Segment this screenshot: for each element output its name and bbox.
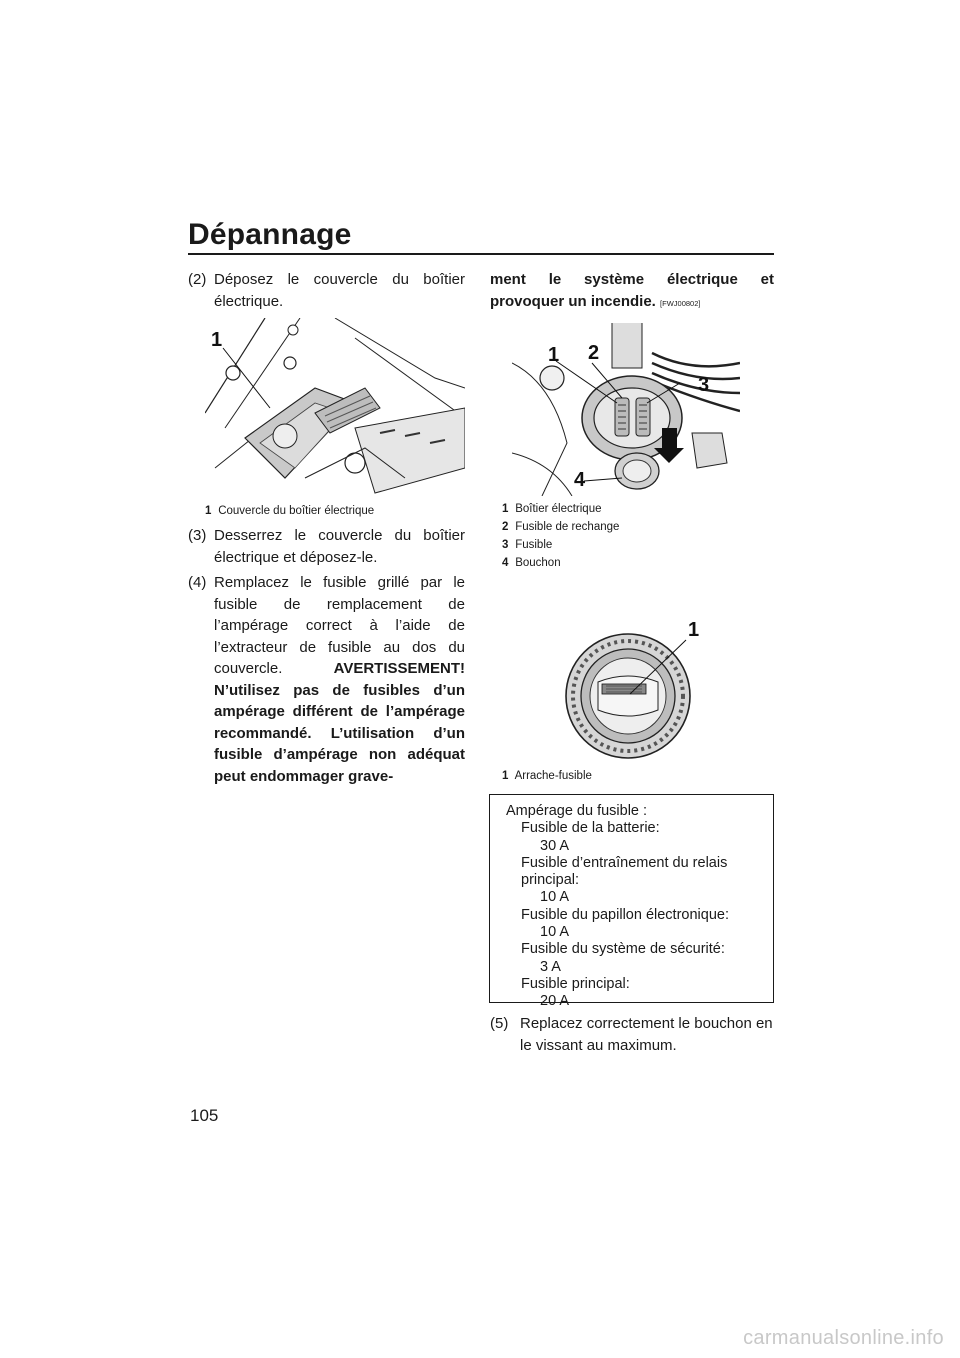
figure-1-caption bbox=[205, 502, 465, 520]
fuse-box-illustration bbox=[512, 323, 740, 496]
step-4 bbox=[188, 572, 465, 787]
figure-fuse-puller-photo bbox=[560, 612, 720, 762]
spec-label: Fusible principal: bbox=[521, 975, 630, 992]
spec-value: 20 A bbox=[540, 993, 570, 1010]
spec-label: Fusible d’entraînement du relais principal: bbox=[521, 854, 728, 889]
caption-text: Arrache-fusible bbox=[514, 770, 592, 782]
spec-value: 10 A bbox=[540, 924, 570, 941]
figure-3-callout: 1 bbox=[688, 619, 700, 641]
figure-2-callout-2: 2 bbox=[588, 342, 600, 364]
warning-text-part-2: ment le système électrique et provoquer un incendie. bbox=[490, 271, 774, 310]
step-2 bbox=[188, 269, 465, 312]
figure-fuse-box-photo bbox=[512, 323, 740, 496]
caption-item bbox=[502, 518, 742, 536]
caption-number: 1 bbox=[502, 770, 509, 782]
figure-2-callout-3: 3 bbox=[698, 374, 710, 396]
caption-number: 1 bbox=[205, 505, 212, 517]
spec-value: 10 A bbox=[540, 889, 570, 906]
step-3 bbox=[188, 525, 465, 568]
page-number: 105 bbox=[190, 1106, 219, 1125]
warning-continuation bbox=[490, 269, 774, 314]
figure-2-captions bbox=[502, 500, 742, 572]
figure-3-caption bbox=[502, 767, 742, 785]
spec-label: Fusible du papillon électronique: bbox=[521, 906, 729, 923]
caption-item bbox=[502, 536, 742, 554]
figure-2-callout-1: 1 bbox=[548, 344, 560, 366]
figure-cover-photo bbox=[205, 318, 465, 498]
warning-text-part-1: AVERTISSEMENT! N’utilisez pas de fusibles d’un ampérage différent de l’ampérage recommandé. L’utilisation d’un fusible d’ampérage non adéquat peut endommager grave- bbox=[214, 660, 465, 785]
caption-number: 4 bbox=[502, 557, 509, 569]
caption-number: 3 bbox=[502, 539, 509, 551]
watermark-text: carmanualsonline.info bbox=[743, 1327, 944, 1349]
step-5-text: Replacez correctement le bouchon en le vissant au maximum. bbox=[520, 1015, 773, 1054]
figure-1-callout: 1 bbox=[211, 329, 223, 351]
cap-fuse-puller-illustration bbox=[560, 612, 720, 762]
step-5 bbox=[490, 1013, 774, 1056]
spec-label: Fusible du système de sécurité: bbox=[521, 941, 725, 958]
spec-value: 3 A bbox=[540, 958, 561, 975]
spec-heading: Ampérage du fusible : bbox=[506, 803, 648, 819]
page-title: Dépannage bbox=[188, 218, 352, 251]
caption-text: Fusible de rechange bbox=[515, 521, 620, 533]
figure-2-callout-4: 4 bbox=[574, 469, 586, 491]
caption-text: Boîtier électrique bbox=[515, 503, 602, 515]
caption-number: 1 bbox=[502, 503, 509, 515]
spec-value: 30 A bbox=[540, 837, 570, 854]
title-rule bbox=[188, 253, 774, 255]
step-4-text: Remplacez le fusible grillé par le fusible de remplacement de l’ampérage correct à l’aide de l’extracteur de fusible au dos du couvercle. bbox=[214, 574, 465, 677]
caption-item bbox=[502, 554, 742, 572]
caption-text: Couvercle du boîtier électrique bbox=[218, 505, 375, 517]
caption-text: Bouchon bbox=[515, 557, 561, 569]
warning-code: [FWJ00802] bbox=[660, 298, 701, 308]
step-2-text: Déposez le couvercle du boîtier électrique. bbox=[214, 271, 465, 310]
caption-text: Fusible bbox=[515, 539, 553, 551]
caption-item bbox=[502, 500, 742, 518]
electrical-box-cover-illustration bbox=[205, 318, 465, 498]
step-4-number: (4) bbox=[188, 574, 207, 591]
spec-label: Fusible de la batterie: bbox=[521, 820, 660, 837]
caption-number: 2 bbox=[502, 521, 509, 533]
step-5-number: (5) bbox=[490, 1015, 509, 1032]
step-2-number: (2) bbox=[188, 271, 207, 288]
step-3-text: Desserrez le couvercle du boîtier électrique et déposez-le. bbox=[214, 527, 465, 566]
fuse-rating-box bbox=[489, 794, 774, 1010]
step-3-number: (3) bbox=[188, 527, 207, 544]
